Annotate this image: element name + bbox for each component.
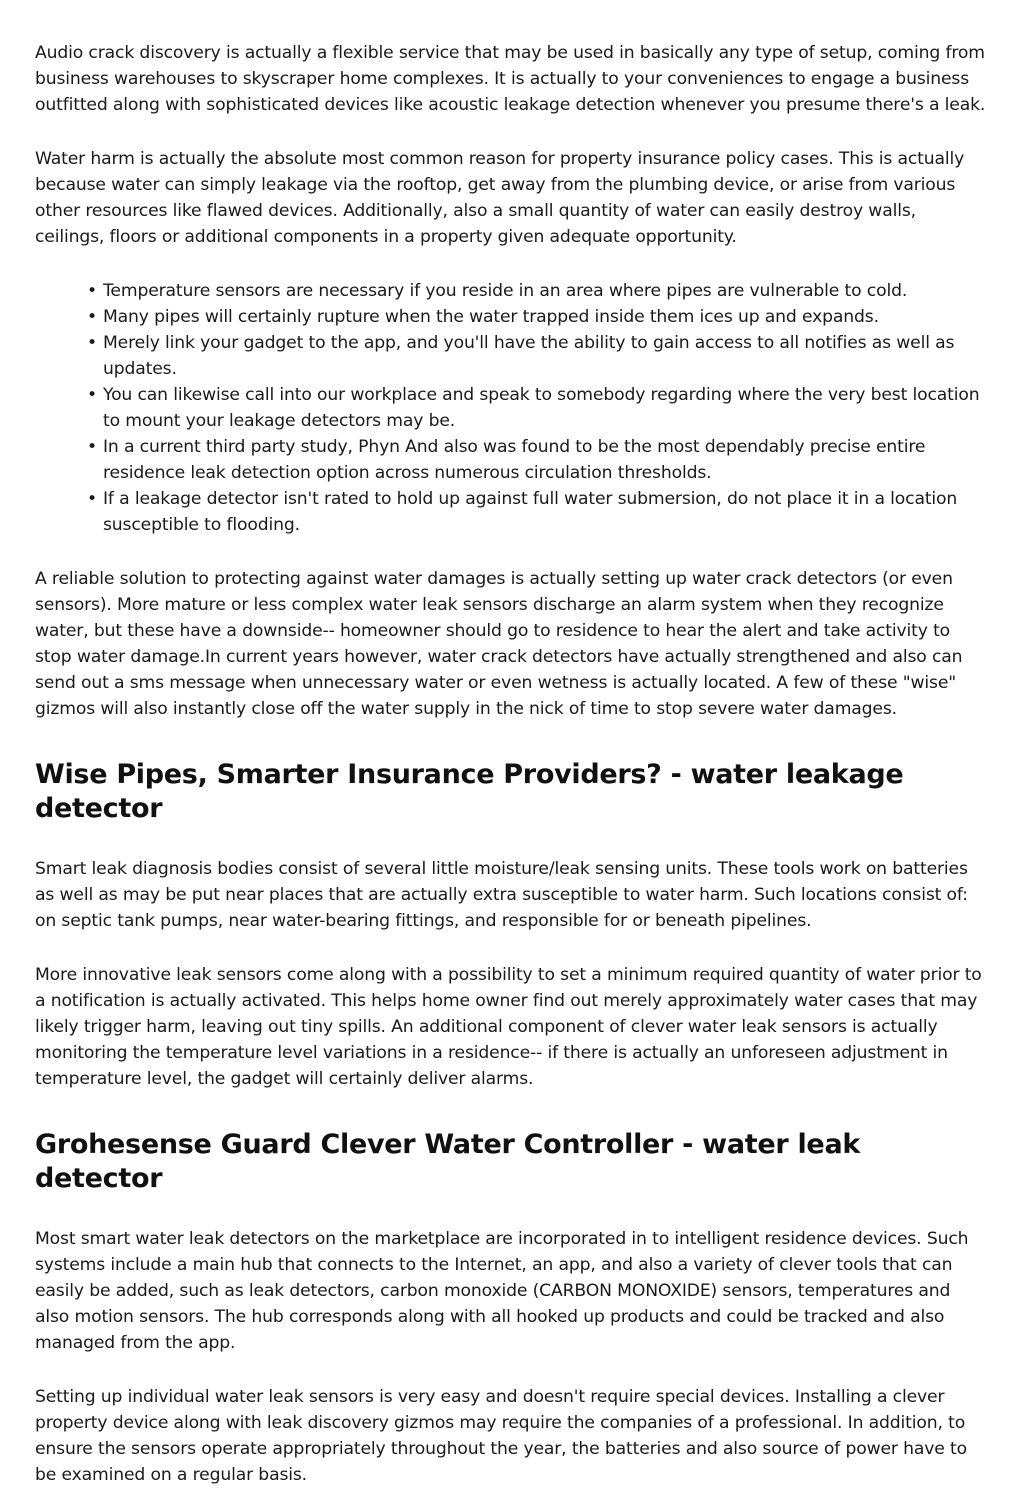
bullet-glyph: •	[87, 437, 97, 457]
list-item-text: Temperature sensors are necessary if you reside in an area where pipes are vulnerable to cold.	[103, 281, 908, 301]
list-item	[87, 278, 988, 304]
section2-paragraph-1: Most smart water leak detectors on the marketplace are incorporated in to intelligent residence devices. Such systems include a main hub that connects to the Internet, an app, and also a variety of clever tools that can easily be added, such as leak detectors, carbon monoxide (CARBON MONOXIDE) sensors, temperatures and also motion sensors. The hub corresponds along with all hooked up products and could be tracked and also managed from the app.	[35, 1229, 969, 1353]
list-item-text: Merely link your gadget to the app, and you'll have the ability to gain access to all notifies as well as updates.	[103, 333, 955, 379]
section1-paragraph-2: More innovative leak sensors come along with a possibility to set a minimum required quantity of water prior to a notification is actually activated. This helps home owner find out merely approximately water cases that may likely trigger harm, leaving out tiny spills. An additional component of clever water leak sensors is actually monitoring the temperature level variations in a residence-- if there is actually an unforeseen adjustment in temperature level, the gadget will certainly deliver alarms.	[35, 965, 982, 1089]
list-item	[87, 486, 988, 538]
paragraph-after-list: A reliable solution to protecting against water damages is actually setting up water crack detectors (or even sensors). More mature or less complex water leak sensors discharge an alarm system when they recognize water, but these have a downside-- homeowner should go to residence to hear the alert and take activity to stop water damage.In current years however, water crack detectors have actually strengthened and also can send out a sms message when unnecessary water or even wetness is actually located. A few of these "wise" gizmos will also instantly close off the water supply in the nick of time to stop severe water damages.	[35, 569, 963, 719]
list-item	[87, 330, 988, 382]
bullet-glyph: •	[87, 489, 97, 509]
section1-paragraph-1: Smart leak diagnosis bodies consist of several little moisture/leak sensing units. These tools work on batteries as well as may be put near places that are actually extra susceptible to water harm. Such locations consist of: on septic tank pumps, near water-bearing fittings, and responsible for or beneath pipelines.	[35, 859, 968, 931]
list-item-text: If a leakage detector isn't rated to hold up against full water submersion, do not place it in a location susceptible to flooding.	[103, 489, 958, 535]
bullet-glyph: •	[87, 307, 97, 327]
section2-paragraph-2: Setting up individual water leak sensors is very easy and doesn't require special devices. Installing a clever property device along with leak discovery gizmos may require the companies of a professional. In addition, to ensure the sensors operate appropriately throughout the year, the batteries and also source of power have to be examined on a regular basis.	[35, 1387, 967, 1485]
bullet-list	[35, 278, 988, 538]
bullet-glyph: •	[87, 281, 97, 301]
list-item-text: In a current third party study, Phyn And also was found to be the most dependably precise entire residence leak detection option across numerous circulation thresholds.	[103, 437, 926, 483]
list-item	[87, 382, 988, 434]
list-item-text: You can likewise call into our workplace and speak to somebody regarding where the very best location to mount your leakage detectors may be.	[103, 385, 980, 431]
list-item	[87, 304, 988, 330]
list-item	[87, 434, 988, 486]
bullet-glyph: •	[87, 385, 97, 405]
intro-paragraph-1: Audio crack discovery is actually a flexible service that may be used in basically any type of setup, coming from business warehouses to skyscraper home complexes. It is actually to your conveniences to engage a business outfitted along with sophisticated devices like acoustic leakage detection whenever you presume there's a leak.	[35, 43, 986, 115]
list-item-text: Many pipes will certainly rupture when the water trapped inside them ices up and expands.	[103, 307, 879, 327]
bullet-glyph: •	[87, 333, 97, 353]
intro-paragraph-2: Water harm is actually the absolute most common reason for property insurance policy cases. This is actually because water can simply leakage via the rooftop, get away from the plumbing device, or arise from various other resources like flawed devices. Additionally, also a small quantity of water can easily destroy walls, ceilings, floors or additional components in a property given adequate opportunity.	[35, 149, 965, 247]
section-heading-wise-pipes: Wise Pipes, Smarter Insurance Providers? - water leakage detector	[35, 759, 904, 824]
section-heading-grohesense: Grohesense Guard Clever Water Controller - water leak detector	[35, 1129, 861, 1194]
